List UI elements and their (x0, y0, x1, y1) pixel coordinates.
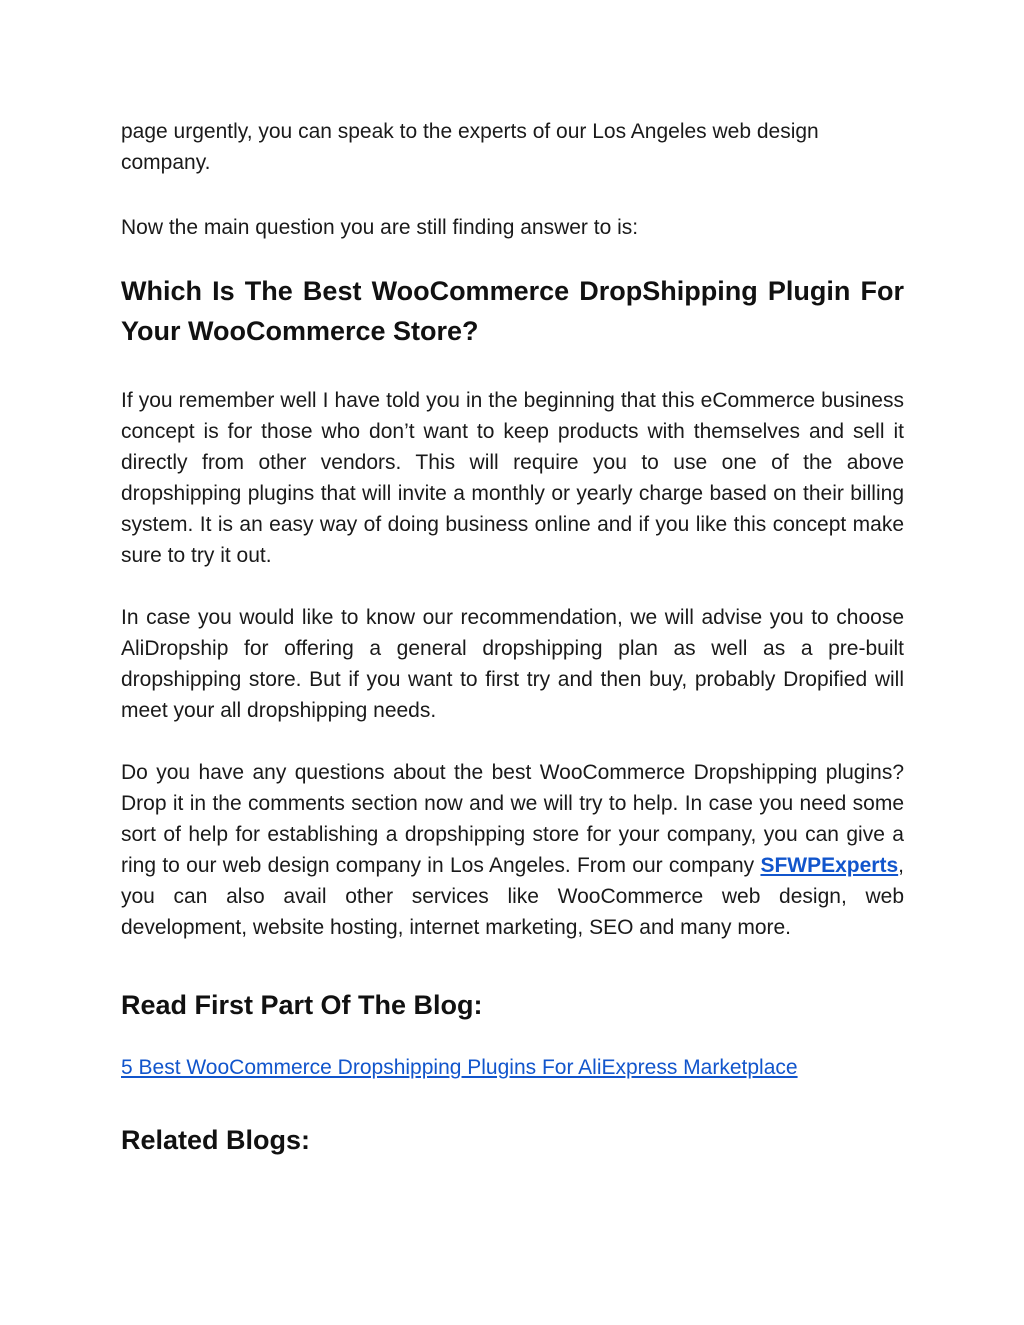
document-page (121, 116, 904, 1160)
sfwpexperts-link[interactable]: SFWPExperts (760, 854, 899, 877)
paragraph-questions (121, 757, 904, 943)
paragraph-recommendation: In case you would like to know our recommendation, we will advise you to choose AliDropship for offering a general dropshipping plan as well as a pre-built dropshipping store. But if you want to first try and then buy, probably Dropified will meet your all dropshipping needs. (121, 606, 904, 722)
paragraph-concept: If you remember well I have told you in the beginning that this eCommerce business concept is for those who don’t want to keep products with themselves and sell it directly from other vendors. This will require you to use one of the above dropshipping plugins that will invite a monthly or yearly charge based on their billing system. It is an easy way of doing business online and if you like this concept make sure to try it out. (121, 389, 904, 567)
paragraph-questions-before-link: Do you have any questions about the best WooCommerce Dropshipping plugins? Drop it in the comments section now and we will try to help. In case you need some sort of help for establishing a dropshipping store for your company, you can give a ring to our web design company in Los Angeles. From our company (121, 761, 904, 877)
intro-line-1: page urgently, you can speak to the experts of our Los Angeles web design (121, 120, 819, 143)
intro-paragraph (121, 116, 904, 178)
related-blogs-heading: Related Blogs: (121, 1125, 311, 1155)
read-first-heading: Read First Part Of The Blog: (121, 990, 483, 1020)
first-part-blog-link[interactable]: 5 Best WooCommerce Dropshipping Plugins For AliExpress Marketplace (121, 1056, 798, 1079)
question-paragraph: Now the main question you are still finding answer to is: (121, 216, 639, 239)
read-first-link-container (121, 1052, 904, 1083)
main-heading: Which Is The Best WooCommerce DropShipping Plugin For Your WooCommerce Store? (121, 276, 904, 346)
intro-line-2: company. (121, 151, 211, 174)
paragraph-questions-after-link: , you can also avail other services like WooCommerce web design, web development, website hosting, internet marketing, SEO and many more. (121, 854, 904, 939)
